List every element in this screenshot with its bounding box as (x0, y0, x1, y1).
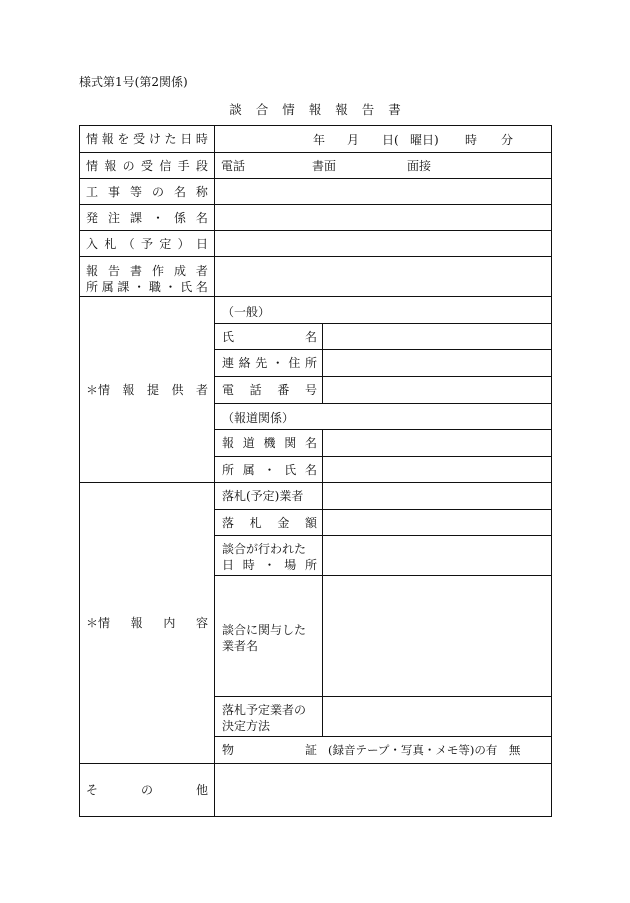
label-char: 報 (86, 264, 99, 278)
label-char: 係 (173, 210, 186, 225)
label-char: 金 (277, 515, 290, 530)
label-char: 所 (304, 558, 317, 572)
label-char: 注 (107, 210, 120, 225)
work-name-field[interactable] (222, 178, 542, 204)
label-char: 内 (163, 616, 176, 630)
label-char: 工 (86, 184, 99, 199)
work-name-label (86, 178, 208, 204)
content-section-label (86, 482, 208, 763)
involved-label-line2: 業者名 (222, 639, 259, 653)
label-char: ・ (151, 210, 164, 225)
label-char: 時 (242, 558, 255, 572)
label-char: 名 (195, 210, 208, 225)
label-char: 供 (171, 382, 184, 397)
label-char: 関 (284, 436, 297, 450)
amount-field[interactable] (330, 509, 545, 535)
informant-name-label (222, 323, 317, 349)
label-char: 課 (117, 280, 130, 294)
label-char: そ (86, 783, 99, 797)
label-char: 道 (242, 436, 255, 450)
label-char: 報 (222, 436, 235, 450)
means-option-document: 書面 (312, 159, 337, 173)
title-char: 書 (388, 102, 401, 117)
label-char: 事 (107, 184, 120, 199)
other-label (86, 763, 208, 816)
label-char: 札 (104, 236, 117, 251)
label-char: ＊情 (86, 616, 111, 630)
label-char: 報 (104, 158, 117, 173)
hour-label: 時 (465, 133, 478, 147)
label-char: 受 (140, 158, 153, 173)
label-char: 連 (222, 356, 235, 370)
label-char: 情 (86, 132, 99, 146)
column-divider (322, 482, 323, 736)
label-char: 情 (86, 158, 99, 173)
form-number: 様式第1号(第2関係) (79, 75, 188, 89)
label-char: 日 (180, 132, 193, 146)
label-char: 住 (288, 356, 301, 370)
label-char: 札 (249, 515, 262, 530)
informant-phone-field[interactable] (330, 376, 545, 403)
table-border (79, 125, 80, 817)
title-char: 告 (361, 102, 375, 117)
label-char: 定 (159, 236, 172, 251)
title-char: 報 (308, 102, 322, 117)
label-char: 者 (195, 264, 208, 278)
label-char: ） (177, 236, 190, 251)
label-char: ・ (263, 558, 276, 572)
informant-address-label (222, 349, 317, 376)
winner-label: 落札(予定)業者 (222, 489, 304, 503)
document-title (0, 100, 630, 118)
label-char: 告 (107, 264, 120, 278)
involved-label-line1: 談合に関与した (222, 623, 307, 637)
informant-section-label (86, 296, 208, 482)
table-border (79, 816, 552, 817)
label-char: 証 (304, 743, 317, 757)
received-datetime-label (86, 125, 208, 152)
label-char: 等 (129, 184, 142, 199)
label-char: 落 (222, 515, 235, 530)
press-agency-field[interactable] (330, 429, 545, 456)
method-label-line2: 決定方法 (222, 719, 271, 733)
table-border (551, 125, 552, 817)
label-char: 容 (195, 616, 208, 630)
author-field[interactable] (222, 256, 542, 296)
label-char: 氏 (180, 280, 193, 294)
label-char: 電 (222, 383, 235, 397)
bid-date-label (86, 230, 208, 256)
label-char: 名 (304, 462, 317, 477)
label-char: 先 (255, 356, 268, 370)
label-char: 予 (140, 236, 153, 251)
label-char: 作 (151, 264, 164, 278)
receive-means-label (86, 152, 208, 178)
label-char: 日 (195, 236, 208, 251)
label-char: 場 (284, 558, 297, 572)
method-field[interactable] (330, 696, 545, 736)
label-char: 成 (173, 264, 186, 278)
report-form-table (79, 125, 552, 817)
month-label: 月 (347, 133, 360, 147)
informant-phone-label (222, 376, 317, 403)
label-char: 所 (304, 356, 317, 370)
general-subheader: （一般） (222, 305, 271, 319)
minute-label: 分 (501, 133, 514, 147)
winner-field[interactable] (330, 482, 545, 509)
label-char: 名 (304, 329, 317, 344)
label-char: 名 (173, 184, 186, 199)
label-char: 物 (222, 743, 235, 757)
label-char: 職 (148, 280, 161, 294)
year-label: 年 (313, 133, 326, 147)
label-char: 段 (195, 158, 208, 173)
title-char: 談 (229, 102, 242, 117)
label-char: ・ (271, 356, 284, 370)
press-affiliation-label (222, 456, 317, 482)
ordering-section-field[interactable] (222, 204, 542, 230)
label-char: 話 (249, 383, 262, 397)
weekday-label: 曜日) (410, 133, 439, 147)
amount-label (222, 509, 317, 535)
label-char: 報 (130, 616, 143, 630)
title-char: 合 (255, 102, 269, 117)
label-char: （ (122, 236, 135, 251)
label-char: 入 (86, 236, 99, 251)
label-char: 報 (101, 132, 114, 146)
when-where-label-line2 (222, 556, 317, 573)
label-char: 書 (129, 264, 142, 278)
label-char: 属 (242, 462, 255, 477)
label-char: 者 (195, 382, 208, 397)
label-char: 報 (122, 382, 135, 397)
informant-name-field[interactable] (330, 323, 545, 349)
label-char: 手 (177, 158, 190, 173)
label-char: 称 (195, 184, 208, 199)
column-divider (214, 125, 215, 817)
other-field[interactable] (222, 763, 542, 816)
author-label-line2 (86, 278, 208, 295)
press-affiliation-field[interactable] (330, 456, 545, 482)
label-char: ・ (133, 280, 146, 294)
label-char: 時 (195, 132, 208, 146)
row-divider (214, 403, 552, 404)
label-char: け (148, 132, 161, 146)
label-char: 絡 (238, 356, 251, 370)
means-option-interview: 面接 (407, 159, 432, 173)
label-char: 日 (222, 558, 235, 572)
ordering-section-label (86, 204, 208, 230)
evidence-label (222, 736, 317, 763)
label-char: の (122, 158, 135, 173)
label-char: た (164, 132, 177, 146)
label-char: 機 (263, 436, 276, 450)
when-where-label-line1: 談合が行われた (222, 542, 307, 556)
label-char: 名 (304, 436, 317, 450)
label-char: ・ (263, 462, 276, 477)
label-char: 氏 (284, 462, 297, 477)
label-char: を (117, 132, 130, 146)
column-divider (322, 429, 323, 482)
when-where-field[interactable] (330, 535, 545, 575)
bid-date-field[interactable] (222, 230, 542, 256)
label-char: の (151, 184, 164, 199)
label-char: 号 (304, 383, 317, 397)
label-char: 番 (277, 383, 290, 397)
label-char: 属 (101, 280, 114, 294)
involved-field[interactable] (330, 575, 545, 696)
label-char: 発 (86, 210, 99, 225)
method-label-line1: 落札予定業者の (222, 703, 307, 717)
title-char: 報 (335, 102, 348, 117)
means-option-phone: 電話 (221, 159, 246, 173)
label-char: 氏 (222, 329, 235, 344)
label-char: 額 (304, 515, 317, 530)
label-char: 所 (86, 280, 99, 294)
informant-address-field[interactable] (330, 349, 545, 376)
label-char: の (140, 783, 153, 797)
evidence-field[interactable]: (録音テープ・写真・メモ等)の有 無 (328, 742, 521, 757)
column-divider (322, 323, 323, 403)
press-subheader: （報道関係） (222, 411, 295, 425)
label-char: 受 (133, 132, 146, 146)
label-char: 課 (129, 210, 142, 225)
label-char: ・ (164, 280, 177, 294)
title-char: 情 (282, 102, 295, 117)
label-char: 所 (222, 462, 235, 477)
label-char: ＊情 (86, 382, 111, 397)
author-label-line1 (86, 262, 208, 279)
press-agency-label (222, 429, 317, 456)
label-char: 他 (195, 783, 208, 797)
label-char: 提 (146, 382, 159, 397)
day-label: 日( (382, 133, 399, 147)
label-char: 信 (159, 158, 172, 173)
label-char: 名 (195, 280, 208, 294)
